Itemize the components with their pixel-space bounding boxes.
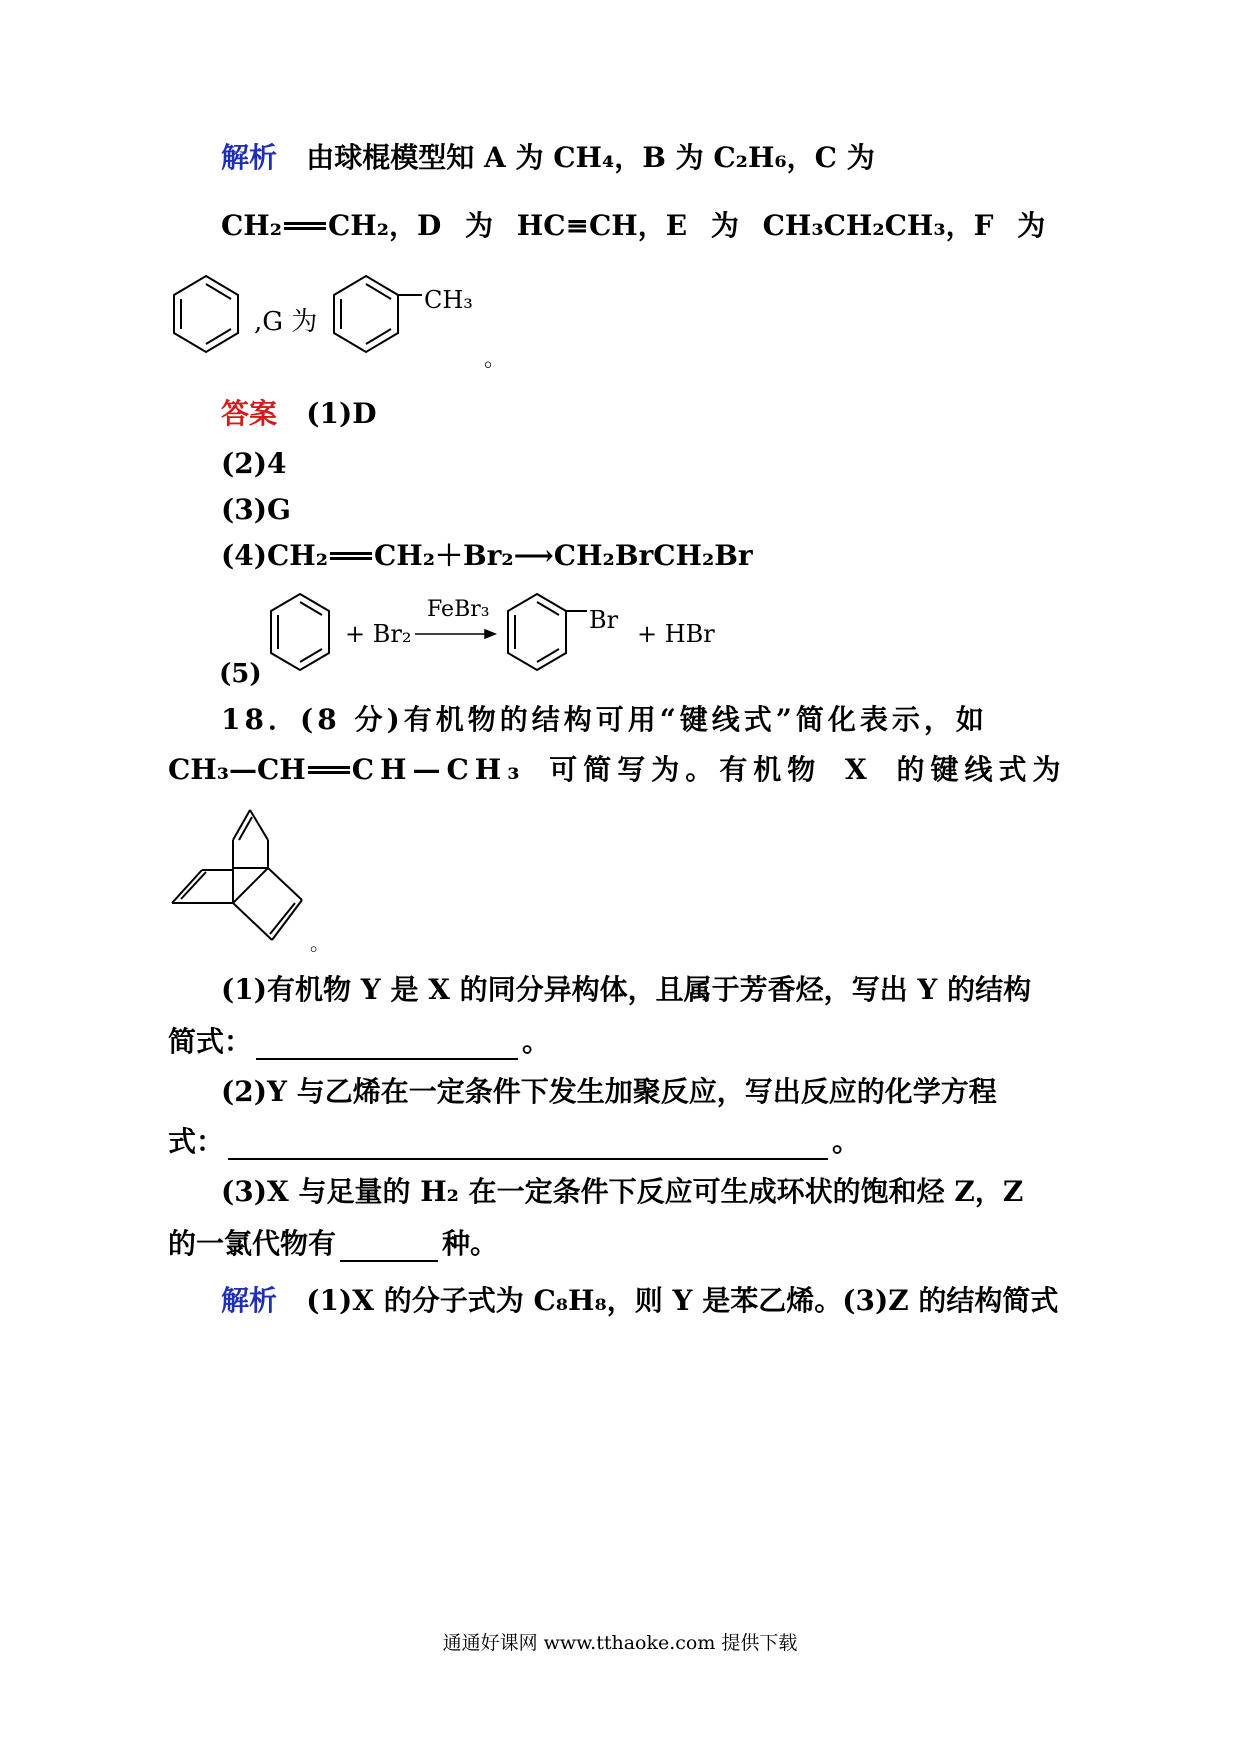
formula-text: CH₂	[328, 209, 390, 242]
prompt-text: 简式：	[168, 1025, 253, 1058]
double-bond	[308, 766, 350, 774]
q18-3-line-2	[168, 1226, 498, 1262]
footer-credit: 通通好课网 www.tthaoke.com 提供下载	[442, 1632, 798, 1654]
period: 。	[484, 347, 507, 372]
prompt-text: 式：	[168, 1125, 225, 1158]
bromination-reaction	[215, 588, 735, 696]
product-hbr: + HBr	[637, 620, 715, 648]
double-bond	[330, 552, 372, 560]
formula-text: CH₂＋Br₂⟶CH₂BrCH₂Br	[373, 539, 753, 572]
q18-line-2	[168, 752, 1066, 788]
q18-line-1: 18．(8 分)有机物的结构可用“键线式”简化表示，如	[221, 703, 988, 736]
prompt-text: 种。	[442, 1227, 499, 1260]
answer-3: (3)G	[221, 493, 291, 526]
toluene-structure-g	[334, 276, 422, 352]
formula-text: (4)CH₂	[221, 539, 328, 572]
analysis-label: 解析	[221, 141, 278, 174]
answer-5-label: (5)	[219, 659, 262, 689]
q18-1-line-1: (1)有机物 Y 是 X 的同分异构体，且属于芳香烃，写出 Y 的结构	[221, 973, 1032, 1006]
answer-4	[221, 538, 753, 574]
x-structure	[160, 800, 350, 960]
analysis-2-line	[221, 1283, 1058, 1319]
answer-2: (2)4	[221, 447, 287, 480]
period: 。	[832, 1125, 861, 1158]
answer-1: (1)D	[306, 397, 377, 430]
ch3-label: CH₃	[424, 286, 473, 314]
benzene-structure-f	[174, 276, 238, 352]
answer-blank-3[interactable]	[340, 1234, 438, 1262]
formula-text: CH₂	[221, 209, 283, 242]
q18-3-line-1: (3)X 与足量的 H₂ 在一定条件下反应可生成环状的饱和烃 Z，Z	[221, 1175, 1024, 1208]
answer-line-1	[221, 396, 377, 432]
answer-label: 答案	[221, 397, 278, 430]
benzene-toluene-structures	[166, 268, 516, 378]
br-label: Br	[589, 606, 619, 634]
analysis-text: 由球棍模型知 A 为 CH₄，B 为 C₂H₆，C 为	[306, 141, 875, 174]
analysis-line-2	[221, 208, 1045, 244]
reaction-arrow	[415, 630, 495, 638]
period: 。	[310, 931, 330, 955]
formula-text: CH—CH₃ 可简写为。有机物 X 的键线式为	[351, 753, 1067, 786]
q18-2-line-2	[168, 1124, 860, 1160]
formula-text: CH₃—CH	[168, 753, 306, 786]
g-label: ,G 为	[254, 307, 318, 337]
analysis-line-1	[221, 140, 875, 176]
prompt-text: 的一氯代物有	[168, 1227, 337, 1260]
bicyclo-octatriene	[172, 810, 302, 940]
analysis-label: 解析	[221, 1284, 278, 1317]
benzene-reactant	[271, 594, 329, 670]
bromobenzene-product	[508, 594, 587, 670]
analysis-text: (1)X 的分子式为 C₈H₈，则 Y 是苯乙烯。(3)Z 的结构简式	[306, 1284, 1059, 1317]
catalyst-febr3: FeBr₃	[427, 597, 490, 622]
period: 。	[522, 1025, 551, 1058]
formula-text: ，D 为 HC≡CH，E 为 CH₃CH₂CH₃，F 为	[389, 209, 1046, 242]
answer-blank-1[interactable]	[256, 1032, 518, 1060]
q18-2-line-1: (2)Y 与乙烯在一定条件下发生加聚反应，写出反应的化学方程	[221, 1075, 997, 1108]
reagent-br2: + Br₂	[345, 620, 412, 648]
double-bond	[284, 222, 326, 230]
answer-blank-2[interactable]	[228, 1132, 828, 1160]
q18-1-line-2	[168, 1024, 550, 1060]
